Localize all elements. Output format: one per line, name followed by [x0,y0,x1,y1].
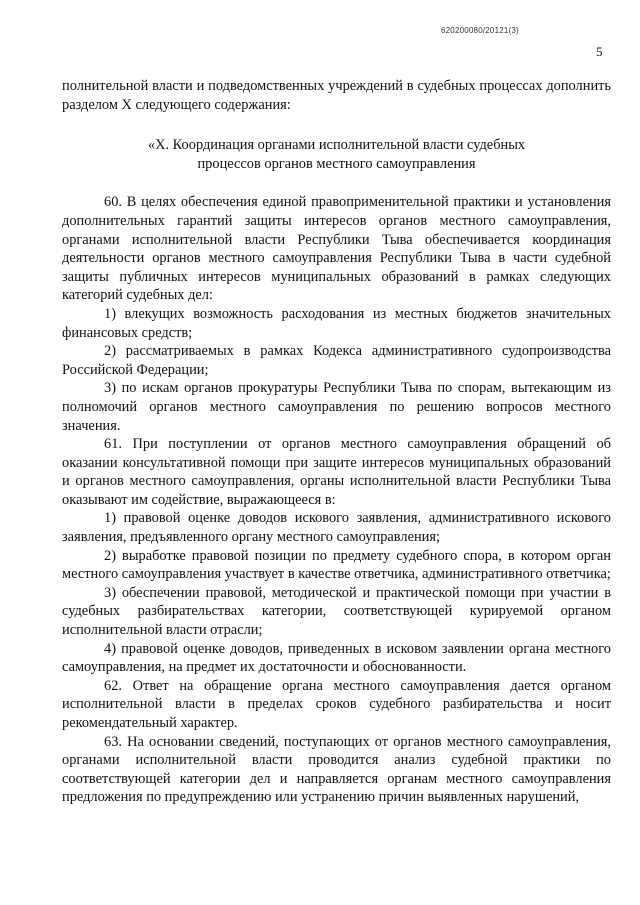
document-body [62,77,611,807]
list-item: 1) правовой оценке доводов искового заявления, административного искового заявления, предъявленного органу местного самоуправления; [62,510,611,546]
section-heading-line: «X. Координация органами исполнительной власти судебных [147,137,526,154]
paragraph-63: 63. На основании сведений, поступающих от органов местного самоуправления, органами исполнительной власти проводится анализ судебной практики по соответствующей категории дел и направляется органам местного самоуправления предложения по предупреждению или устранению причин выявленных нарушений, [62,733,611,806]
paragraph-62: 62. Ответ на обращение органа местного самоуправления дается органом исполнительной власти в пределах сроков судебного разбирательства и носит рекомендательный характер. [62,677,611,731]
section-heading-line: процессов органов местного самоуправления [197,155,476,172]
list-item: 4) правовой оценке доводов, приведенных в исковом заявлении органа местного самоуправления, на предмет их достаточности и обоснованности. [62,640,611,676]
intro-paragraph: полнительной власти и подведомственных учреждений в судебных процессах дополнить разделом X следующего содержания: [62,78,611,113]
list-item: 3) обеспечении правовой, методической и практической помощи при участии в судебных разбирательствах категории, соответствующей курируемой органом исполнительной власти отрасли; [62,584,611,639]
paragraph-60: 60. В целях обеспечения единой правоприменительной практики и установления дополнительных гарантий защиты интересов органов местного самоуправления, органами исполнительной власти Республики Тыва обеспечивается координация деятельности органов местного самоуправления Республики Тыва в части судебной защиты публичных интересов муниципальных образований в рамках следующих категорий судебных дел: [62,194,611,304]
paragraph-61: 61. При поступлении от органов местного самоуправления обращений об оказании консультативной помощи при защите интересов муниципальных образований и органов местного самоуправления, органы исполнительной власти Республики Тыва оказывают им содействие, выражающееся в: [62,436,611,508]
page-number: 5 [596,44,603,59]
section-heading [62,136,611,173]
list-item: 1) влекущих возможность расходования из местных бюджетов значительных финансовых средств; [62,305,611,341]
list-item: 2) рассматриваемых в рамках Кодекса административного судопроизводства Российской Федерации; [62,343,611,378]
list-item: 2) выработке правовой позиции по предмету судебного спора, в котором орган местного самоуправления участвует в качестве ответчика, административного ответчика; [62,547,611,583]
list-item: 3) по искам органов прокуратуры Республики Тыва по спорам, вытекающим из полномочий органов местного самоуправления по решению вопросов местного значения. [62,380,611,434]
document-id: 620200080/20121(3) [441,26,519,35]
